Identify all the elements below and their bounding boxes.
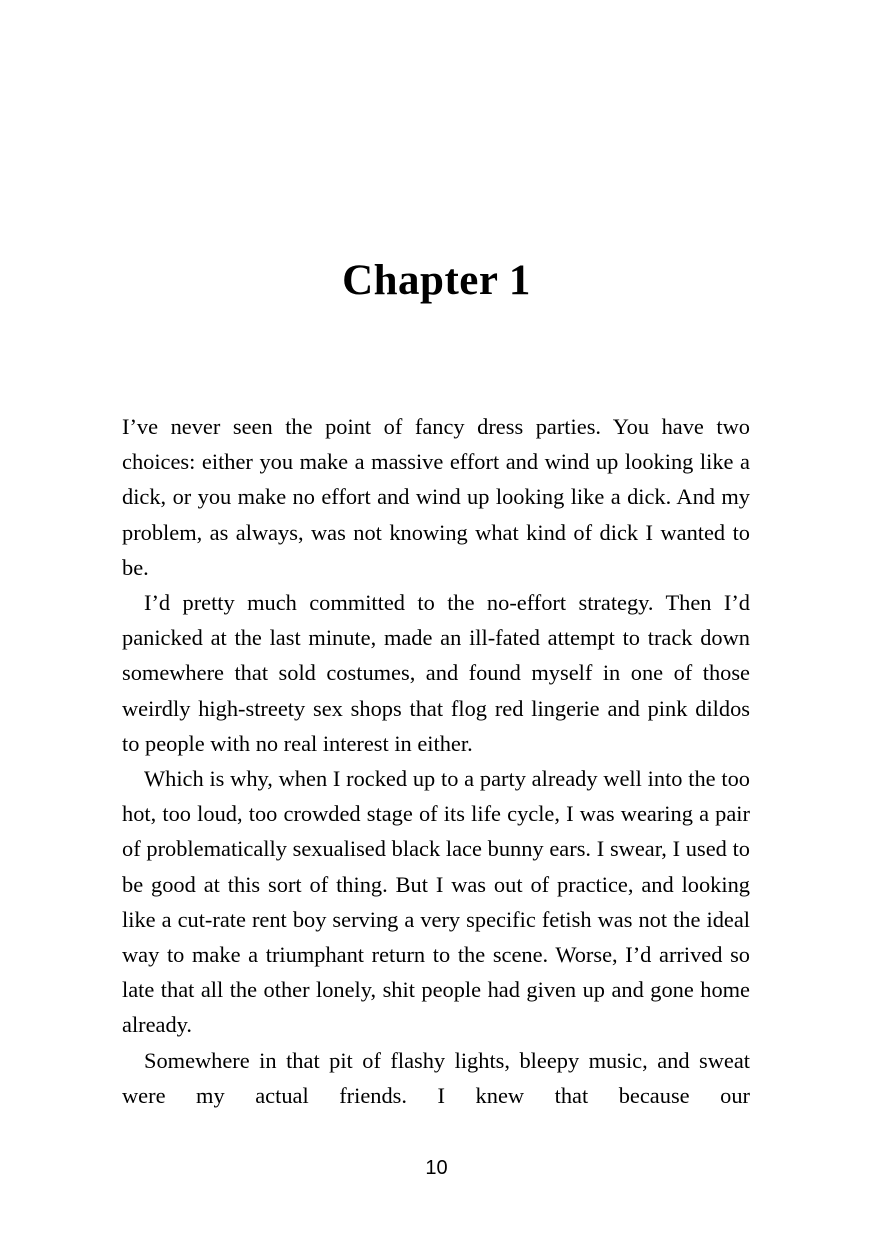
paragraph: Somewhere in that pit of flashy lights, bleepy music, and sweat were my actual friends. I knew that because our: [122, 1047, 750, 1108]
paragraph: Which is why, when I rocked up to a party already well into the too hot, too loud, too crowded stage of its life cycle, I was wearing a pair of problematically sexualised black lace bunny ears. I swear, I used to be good at this sort of thing. But I was out of practice, and looking like a cut-rate rent boy serving a very specific fetish was not the ideal way to make a triumphant return to the scene. Worse, I’d arrived so late that all the other lonely, shit people had given up and gone home already.: [122, 766, 750, 1038]
paragraph: I’d pretty much committed to the no-effort strategy. Then I’d panicked at the last minute, made an ill-fated attempt to track down somewhere that sold costumes, and found myself in one of those weirdly high-streety sex shops that flog red lingerie and pink dildos to people with no real interest in either.: [122, 590, 750, 756]
body-text-block: [122, 409, 750, 1113]
chapter-heading: Chapter 1: [342, 256, 531, 304]
page-number: 10: [425, 1157, 448, 1179]
paragraph: I’ve never seen the point of fancy dress parties. You have two choices: either you make a massive effort and wind up looking like a dick, or you make no effort and wind up looking like a dick. And my problem, as always, was not knowing what kind of dick I wanted to be.: [122, 414, 750, 580]
